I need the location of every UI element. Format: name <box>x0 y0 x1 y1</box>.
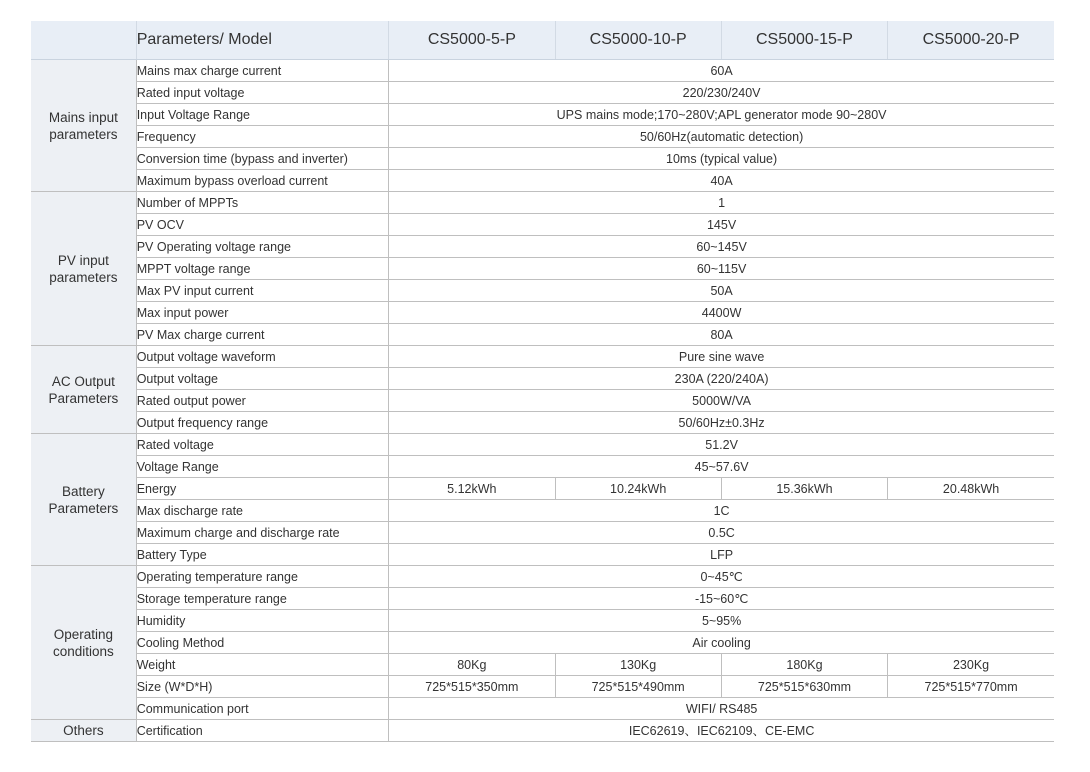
param-value: 130Kg <box>555 654 721 676</box>
param-value: 5000W/VA <box>389 390 1054 412</box>
spec-row <box>31 170 1054 192</box>
param-name: Weight <box>136 654 388 676</box>
param-value: IEC62619、IEC62109、CE-EMC <box>389 720 1054 742</box>
group-label: Mains input parameters <box>31 60 136 192</box>
param-name: Rated input voltage <box>136 82 388 104</box>
param-value: UPS mains mode;170~280V;APL generator mode 90~280V <box>389 104 1054 126</box>
param-value: LFP <box>389 544 1054 566</box>
param-name: Rated output power <box>136 390 388 412</box>
model-header: CS5000-15-P <box>721 21 887 60</box>
params-model-header: Parameters/ Model <box>136 21 388 60</box>
header-corner <box>31 21 136 60</box>
spec-table <box>31 21 1054 742</box>
param-value: 5.12kWh <box>389 478 555 500</box>
param-value: 50/60Hz(automatic detection) <box>389 126 1054 148</box>
param-name: Certification <box>136 720 388 742</box>
param-name: Storage temperature range <box>136 588 388 610</box>
spec-row <box>31 434 1054 456</box>
param-name: Max input power <box>136 302 388 324</box>
spec-row <box>31 324 1054 346</box>
param-value: 51.2V <box>389 434 1054 456</box>
group-label: Operating conditions <box>31 566 136 720</box>
param-value: 180Kg <box>721 654 887 676</box>
param-value: 725*515*770mm <box>888 676 1054 698</box>
spec-row <box>31 60 1054 82</box>
param-name: Communication port <box>136 698 388 720</box>
param-value: 40A <box>389 170 1054 192</box>
param-value: 80Kg <box>389 654 555 676</box>
param-name: Output voltage <box>136 368 388 390</box>
param-value: 725*515*350mm <box>389 676 555 698</box>
spec-row <box>31 302 1054 324</box>
param-value: 0~45℃ <box>389 566 1054 588</box>
spec-row <box>31 104 1054 126</box>
param-name: Conversion time (bypass and inverter) <box>136 148 388 170</box>
param-value: Air cooling <box>389 632 1054 654</box>
model-header: CS5000-5-P <box>389 21 555 60</box>
param-value: 5~95% <box>389 610 1054 632</box>
spec-body <box>31 60 1054 742</box>
spec-row <box>31 720 1054 742</box>
spec-row <box>31 588 1054 610</box>
spec-row <box>31 258 1054 280</box>
param-value: 60~145V <box>389 236 1054 258</box>
param-value: 15.36kWh <box>721 478 887 500</box>
param-name: Frequency <box>136 126 388 148</box>
spec-row <box>31 478 1054 500</box>
spec-row <box>31 82 1054 104</box>
param-name: Output frequency range <box>136 412 388 434</box>
spec-row <box>31 126 1054 148</box>
param-name: Size (W*D*H) <box>136 676 388 698</box>
param-name: Input Voltage Range <box>136 104 388 126</box>
param-value: 230Kg <box>888 654 1054 676</box>
spec-row <box>31 566 1054 588</box>
param-name: PV OCV <box>136 214 388 236</box>
spec-row <box>31 654 1054 676</box>
spec-row <box>31 544 1054 566</box>
spec-row <box>31 412 1054 434</box>
param-name: Max PV input current <box>136 280 388 302</box>
model-header: CS5000-20-P <box>888 21 1054 60</box>
spec-row <box>31 698 1054 720</box>
group-label: Others <box>31 720 136 742</box>
param-name: Output voltage waveform <box>136 346 388 368</box>
param-name: Max discharge rate <box>136 500 388 522</box>
spec-row <box>31 500 1054 522</box>
spec-row <box>31 214 1054 236</box>
param-value: 145V <box>389 214 1054 236</box>
param-name: Energy <box>136 478 388 500</box>
model-header: CS5000-10-P <box>555 21 721 60</box>
param-value: 10ms (typical value) <box>389 148 1054 170</box>
group-label: PV input parameters <box>31 192 136 346</box>
param-value: 60A <box>389 60 1054 82</box>
spec-row <box>31 346 1054 368</box>
group-label: Battery Parameters <box>31 434 136 566</box>
param-value: 50/60Hz±0.3Hz <box>389 412 1054 434</box>
param-name: Maximum bypass overload current <box>136 170 388 192</box>
spec-row <box>31 632 1054 654</box>
param-value: 50A <box>389 280 1054 302</box>
param-name: Battery Type <box>136 544 388 566</box>
param-value: 725*515*490mm <box>555 676 721 698</box>
param-name: Humidity <box>136 610 388 632</box>
param-name: Maximum charge and discharge rate <box>136 522 388 544</box>
param-name: Number of MPPTs <box>136 192 388 214</box>
param-value: -15~60℃ <box>389 588 1054 610</box>
param-value: 220/230/240V <box>389 82 1054 104</box>
param-value: 1 <box>389 192 1054 214</box>
spec-row <box>31 676 1054 698</box>
param-value: 1C <box>389 500 1054 522</box>
param-value: 10.24kWh <box>555 478 721 500</box>
param-value: 80A <box>389 324 1054 346</box>
spec-row <box>31 192 1054 214</box>
spec-row <box>31 390 1054 412</box>
spec-row <box>31 456 1054 478</box>
param-value: 0.5C <box>389 522 1054 544</box>
param-value: 725*515*630mm <box>721 676 887 698</box>
param-value: 45~57.6V <box>389 456 1054 478</box>
param-name: Cooling Method <box>136 632 388 654</box>
param-name: PV Operating voltage range <box>136 236 388 258</box>
param-name: PV Max charge current <box>136 324 388 346</box>
param-value: 4400W <box>389 302 1054 324</box>
param-name: Rated voltage <box>136 434 388 456</box>
spec-row <box>31 522 1054 544</box>
param-value: 20.48kWh <box>888 478 1054 500</box>
param-value: 60~115V <box>389 258 1054 280</box>
param-name: Mains max charge current <box>136 60 388 82</box>
group-label: AC Output Parameters <box>31 346 136 434</box>
param-name: Voltage Range <box>136 456 388 478</box>
param-value: Pure sine wave <box>389 346 1054 368</box>
spec-row <box>31 236 1054 258</box>
param-name: MPPT voltage range <box>136 258 388 280</box>
spec-row <box>31 368 1054 390</box>
param-value: WIFI/ RS485 <box>389 698 1054 720</box>
spec-row <box>31 280 1054 302</box>
spec-row <box>31 610 1054 632</box>
spec-row <box>31 148 1054 170</box>
param-value: 230A (220/240A) <box>389 368 1054 390</box>
header-row <box>31 21 1054 60</box>
param-name: Operating temperature range <box>136 566 388 588</box>
